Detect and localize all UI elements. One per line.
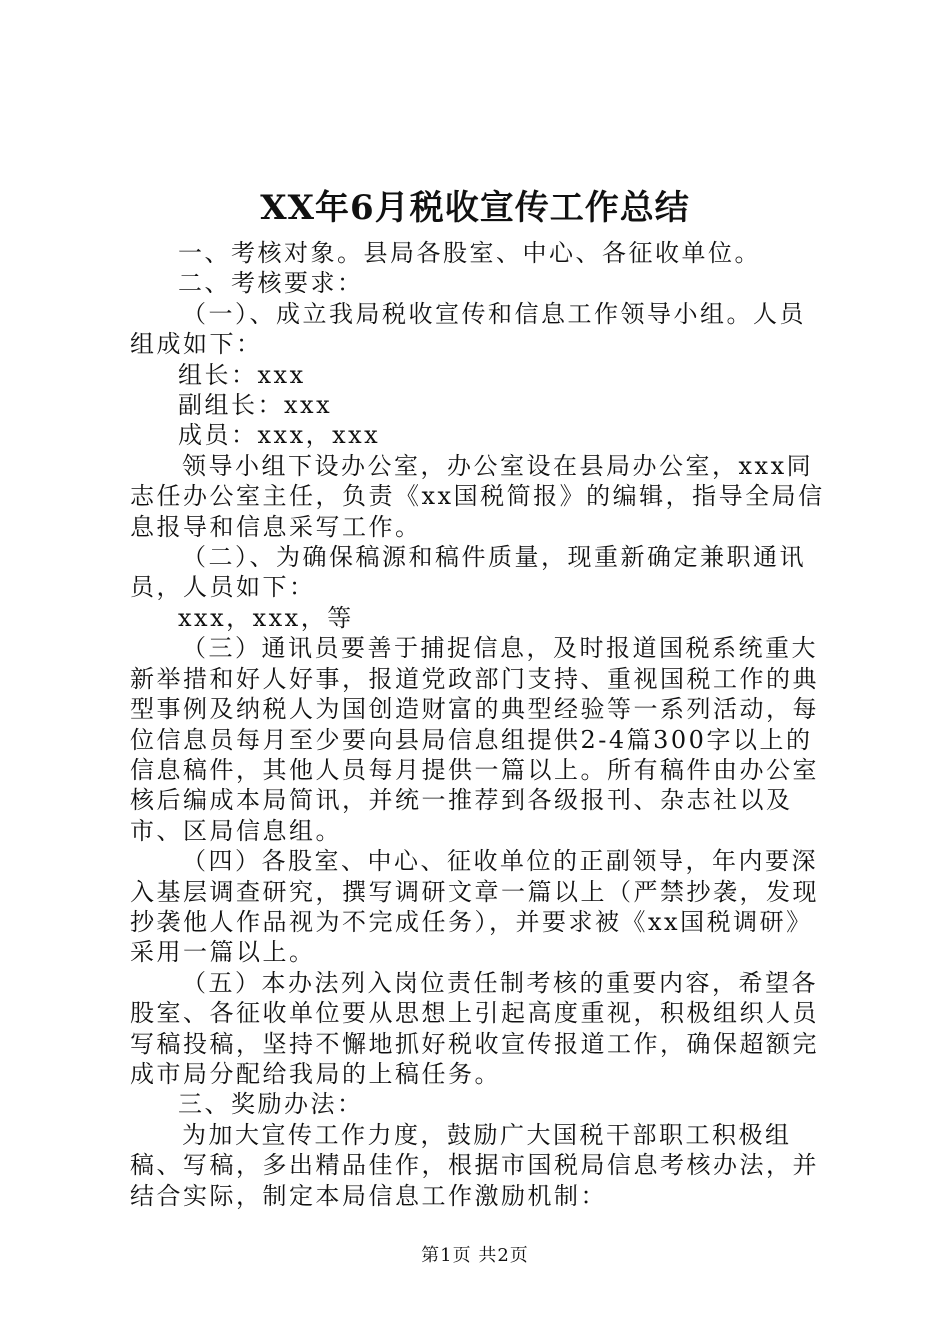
paragraph-item-four: （四）各股室、中心、征收单位的正副领导，年内要深入基层调查研究，撰写调研文章一篇以上（严禁抄袭，发现抄袭他人作品视为不完成任务），并要求被《xx国税调研》采用一篇以上。 [130,847,819,967]
paragraph-deputy-leader: 副组长：xxx [178,391,333,420]
paragraph-item-three: （三）通讯员要善于捕捉信息，及时报道国税系统重大新举措和好人好事，报道党政部门支持、重视国税工作的典型事例及纳税人为国创造财富的典型经验等一系列活动，每位信息员每月至少要向县局信息组提供2-4篇300字以上的信息稿件，其他人员每月提供一篇以上。所有稿件由办公室核后编成本局简讯，并统一推荐到各级报刊、杂志社以及市、区局信息组。 [130,634,819,845]
paragraph-correspondents: xxx，xxx，等 [178,603,354,632]
paragraph-item-one: （一）、成立我局税收宣传和信息工作领导小组。人员组成如下： [130,299,806,359]
paragraph-assessment-requirements: 二、考核要求： [178,269,364,298]
paragraph-item-two: （二）、为确保稿源和稿件质量，现重新确定兼职通讯员，人员如下： [130,543,806,602]
paragraph-assessment-target: 一、考核对象。县局各股室、中心、各征收单位。 [178,239,761,267]
paragraph-leader: 组长：xxx [178,360,306,389]
document-body [130,238,830,1211]
page-footer: 第1页 共2页 [421,1245,529,1266]
paragraph-reward-heading: 三、奖励办法： [178,1090,364,1119]
document-title: XX年6月税收宣传工作总结 [260,188,690,228]
paragraph-office: 领导小组下设办公室，办公室设在县局办公室，xxx同志任办公室主任，负责《xx国税简报》的编辑，指导全局信息报导和信息采写工作。 [130,451,825,541]
paragraph-members: 成员：xxx，xxx [178,421,381,450]
paragraph-reward-body: 为加大宣传工作力度，鼓励广大国税干部职工积极组稿、写稿，多出精品佳作，根据市国税局信息考核办法，并结合实际，制定本局信息工作激励机制： [130,1120,819,1210]
paragraph-item-five: （五）本办法列入岗位责任制考核的重要内容，希望各股室、各征收单位要从思想上引起高度重视，积极组织人员写稿投稿，坚持不懈地抓好税收宣传报道工作，确保超额完成市局分配给我局的上稿任务。 [130,968,819,1088]
